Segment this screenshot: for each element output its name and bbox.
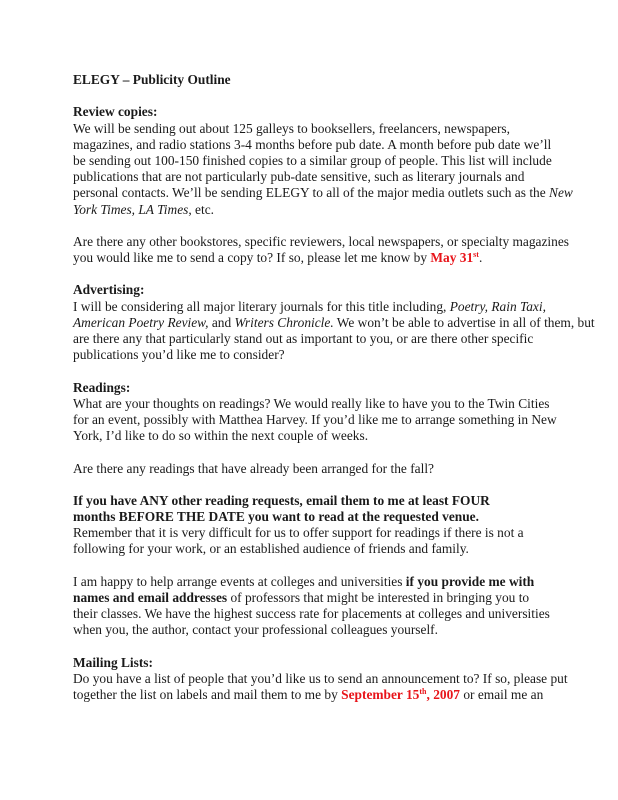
text-segment: or email me an	[459, 687, 544, 703]
text-segment: are there any that particularly stand out as important to you, or are there other specific	[73, 331, 534, 346]
text-line	[73, 72, 595, 88]
text-segment: We will be sending out about 125 galleys to booksellers, freelancers, newspapers,	[73, 120, 510, 136]
text-line	[73, 687, 595, 703]
text-line	[73, 590, 595, 606]
italic-text: Poetry, Rain Taxi,	[449, 298, 546, 314]
text-line	[73, 185, 595, 201]
deadline-highlight: , 2007	[426, 687, 460, 703]
blank-line	[73, 266, 595, 282]
blank-line	[73, 477, 595, 493]
deadline-highlight: st	[473, 250, 479, 260]
deadline-highlight: th	[419, 687, 427, 697]
italic-text: American Poetry Review,	[73, 314, 209, 330]
text-line	[73, 347, 595, 363]
bold-text: If you have ANY other reading requests, email them to me at least FOUR	[73, 492, 490, 508]
text-line	[73, 380, 595, 396]
text-line	[73, 671, 595, 687]
text-line	[73, 622, 595, 638]
text-line	[73, 315, 595, 331]
text-line	[73, 331, 595, 347]
text-segment: personal contacts. We’ll be sending ELEGY to all of the major media outlets such as the	[73, 185, 550, 201]
italic-text: Writers Chronicle.	[234, 314, 334, 330]
text-line	[73, 493, 595, 509]
text-line	[73, 525, 595, 541]
bold-text: names and email addresses	[73, 590, 228, 605]
text-line	[73, 137, 595, 153]
text-segment: when you, the author, contact your professional colleagues yourself.	[73, 622, 438, 638]
bold-text: if you provide me with	[405, 573, 535, 589]
text-segment: publications you’d like me to consider?	[73, 347, 285, 363]
blank-line	[73, 363, 595, 379]
text-segment: Are there any readings that have already been arranged for the fall?	[73, 460, 434, 476]
document-page	[73, 72, 595, 703]
deadline-highlight: September 15	[341, 687, 420, 703]
italic-text: York Times, LA Times	[73, 201, 189, 217]
text-segment: I will be considering all major literary journals for this title including,	[73, 298, 450, 314]
text-segment: York, I’d like to do so within the next couple of weeks.	[73, 428, 369, 444]
text-line	[73, 541, 595, 557]
text-segment: We won’t be able to advertise in all of them, but	[333, 314, 595, 330]
text-segment: , etc.	[188, 201, 215, 217]
text-line	[73, 202, 595, 218]
text-segment: What are your thoughts on readings? We would really like to have you to the Twin Cities	[73, 395, 550, 411]
blank-line	[73, 558, 595, 574]
text-line	[73, 509, 595, 525]
text-segment: together the list on labels and mail them to me by	[73, 687, 342, 703]
text-segment: of professors that might be interested in bringing you to	[227, 590, 530, 605]
text-line	[73, 428, 595, 444]
blank-line	[73, 639, 595, 655]
bold-text: months BEFORE THE DATE you want to read at the requested venue.	[73, 509, 479, 525]
text-line	[73, 574, 595, 590]
text-segment: be sending out 100-150 finished copies to a similar group of people. This list will include	[73, 152, 552, 168]
text-line	[73, 104, 595, 120]
text-segment: and	[208, 314, 235, 330]
text-segment: Are there any other bookstores, specific reviewers, local newspapers, or specialty magazines	[73, 233, 570, 249]
bold-text: ELEGY – Publicity Outline	[73, 72, 231, 87]
text-line	[73, 282, 595, 298]
text-line	[73, 412, 595, 428]
bold-text: Advertising:	[73, 282, 145, 298]
text-line	[73, 250, 595, 266]
text-segment: publications that are not particularly pub-date sensitive, such as literary journals and	[73, 169, 525, 185]
text-segment: you would like me to send a copy to? If so, please let me know by	[73, 250, 431, 266]
text-segment: I am happy to help arrange events at colleges and universities	[73, 573, 406, 589]
text-segment: for an event, possibly with Matthea Harvey. If you’d like me to arrange something in New	[73, 411, 557, 427]
blank-line	[73, 444, 595, 460]
text-segment: Remember that it is very difficult for us to offer support for readings if there is not a	[73, 525, 524, 541]
text-line	[73, 169, 595, 185]
bold-text: Readings:	[73, 379, 131, 395]
text-line	[73, 655, 595, 671]
text-segment: .	[478, 250, 483, 266]
text-segment: following for your work, or an established audience of friends and family.	[73, 541, 469, 557]
text-line	[73, 121, 595, 137]
blank-line	[73, 218, 595, 234]
text-line	[73, 299, 595, 315]
deadline-highlight: May 31	[430, 250, 474, 266]
text-line	[73, 153, 595, 169]
text-line	[73, 461, 595, 477]
text-segment: magazines, and radio stations 3-4 months before pub date. A month before pub date we’ll	[73, 136, 552, 152]
bold-text: Mailing Lists:	[73, 654, 153, 670]
text-line	[73, 606, 595, 622]
italic-text: New	[549, 185, 573, 201]
text-line	[73, 234, 595, 250]
text-line	[73, 396, 595, 412]
text-segment: their classes. We have the highest success rate for placements at colleges and universities	[73, 606, 550, 622]
bold-text: Review copies:	[73, 104, 158, 120]
text-segment: Do you have a list of people that you’d like us to send an announcement to? If so, please put	[73, 670, 568, 686]
blank-line	[73, 88, 595, 104]
